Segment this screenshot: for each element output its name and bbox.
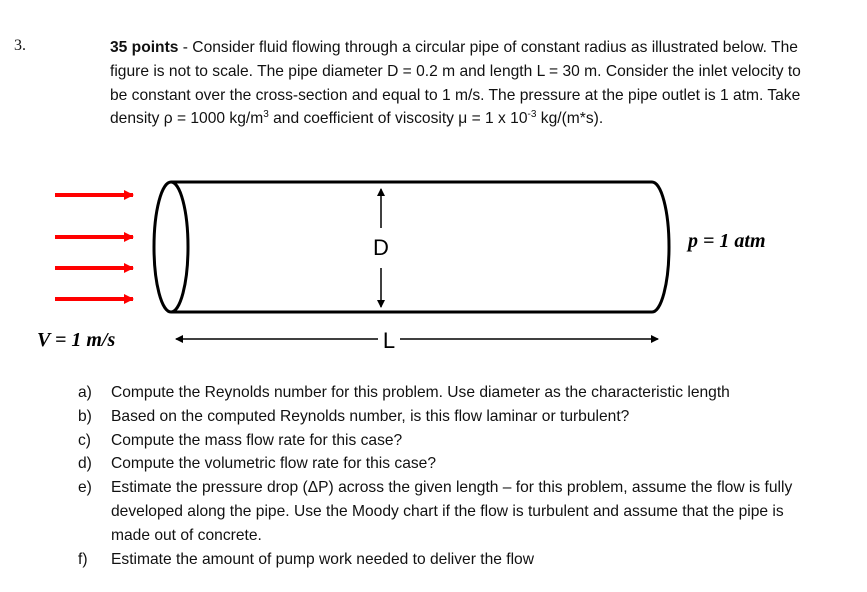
velocity-label: V = 1 m/s: [37, 329, 116, 351]
part-item: [78, 548, 818, 572]
part-item: [78, 429, 818, 453]
outlet-pressure-label: p = 1 atm: [688, 230, 766, 252]
density-exponent: 3: [263, 109, 269, 121]
part-text: Compute the volumetric flow rate for this case?: [111, 455, 437, 473]
pipe-figure: [0, 170, 867, 370]
part-item: [78, 405, 818, 429]
part-text: Estimate the amount of pump work needed to deliver the flow: [111, 550, 534, 568]
diameter-label: D: [373, 235, 389, 260]
viscosity-exponent: -3: [527, 109, 537, 121]
length-label: L: [382, 328, 396, 353]
pipe-inlet-ellipse: [154, 182, 188, 312]
part-label: d): [78, 455, 92, 473]
viscosity-unit: kg/(m*s).: [536, 110, 604, 128]
question-parts: [78, 381, 818, 571]
points-label: 35 points: [110, 39, 179, 56]
length-dimension: [176, 328, 658, 353]
part-text: Based on the computed Reynolds number, is this flow laminar or turbulent?: [111, 407, 630, 425]
inlet-arrows: [55, 195, 133, 299]
part-label: c): [78, 431, 91, 449]
question-number: 3.: [14, 37, 26, 54]
viscosity-text: and coefficient of viscosity μ = 1 x 10: [268, 110, 528, 128]
part-label: f): [78, 550, 88, 568]
problem-statement: [110, 36, 810, 131]
diameter-dimension: [373, 189, 389, 307]
part-text: Compute the mass flow rate for this case?: [111, 431, 403, 449]
part-item: [78, 452, 818, 476]
pipe-diagram: [0, 170, 867, 370]
part-item: [78, 476, 818, 547]
part-label: e): [78, 479, 92, 497]
part-text: Compute the Reynolds number for this problem. Use diameter as the characteristic length: [111, 384, 730, 401]
part-item: [78, 381, 818, 405]
pipe-outlet-arc: [652, 182, 669, 312]
part-label: a): [78, 384, 92, 401]
part-label: b): [78, 407, 92, 425]
part-text: Estimate the pressure drop (ΔP) across the given length – for this problem, assume the flow is fully developed along the pipe. Use the Moody chart if the flow is turbulent and assume that the pipe is made out of concrete.: [111, 479, 793, 544]
pipe: [154, 182, 669, 312]
statement-text: - Consider fluid flowing through a circular pipe of constant radius as illustrated below. The figure is not to scale. The pipe diameter D = 0.2 m and length L = 30 m. Consider the inlet velocity to be constant over the cross-section and equal to 1 m/s. The pressure at the pipe outlet is 1 atm. Take density ρ = 1000 kg/m: [110, 39, 801, 128]
